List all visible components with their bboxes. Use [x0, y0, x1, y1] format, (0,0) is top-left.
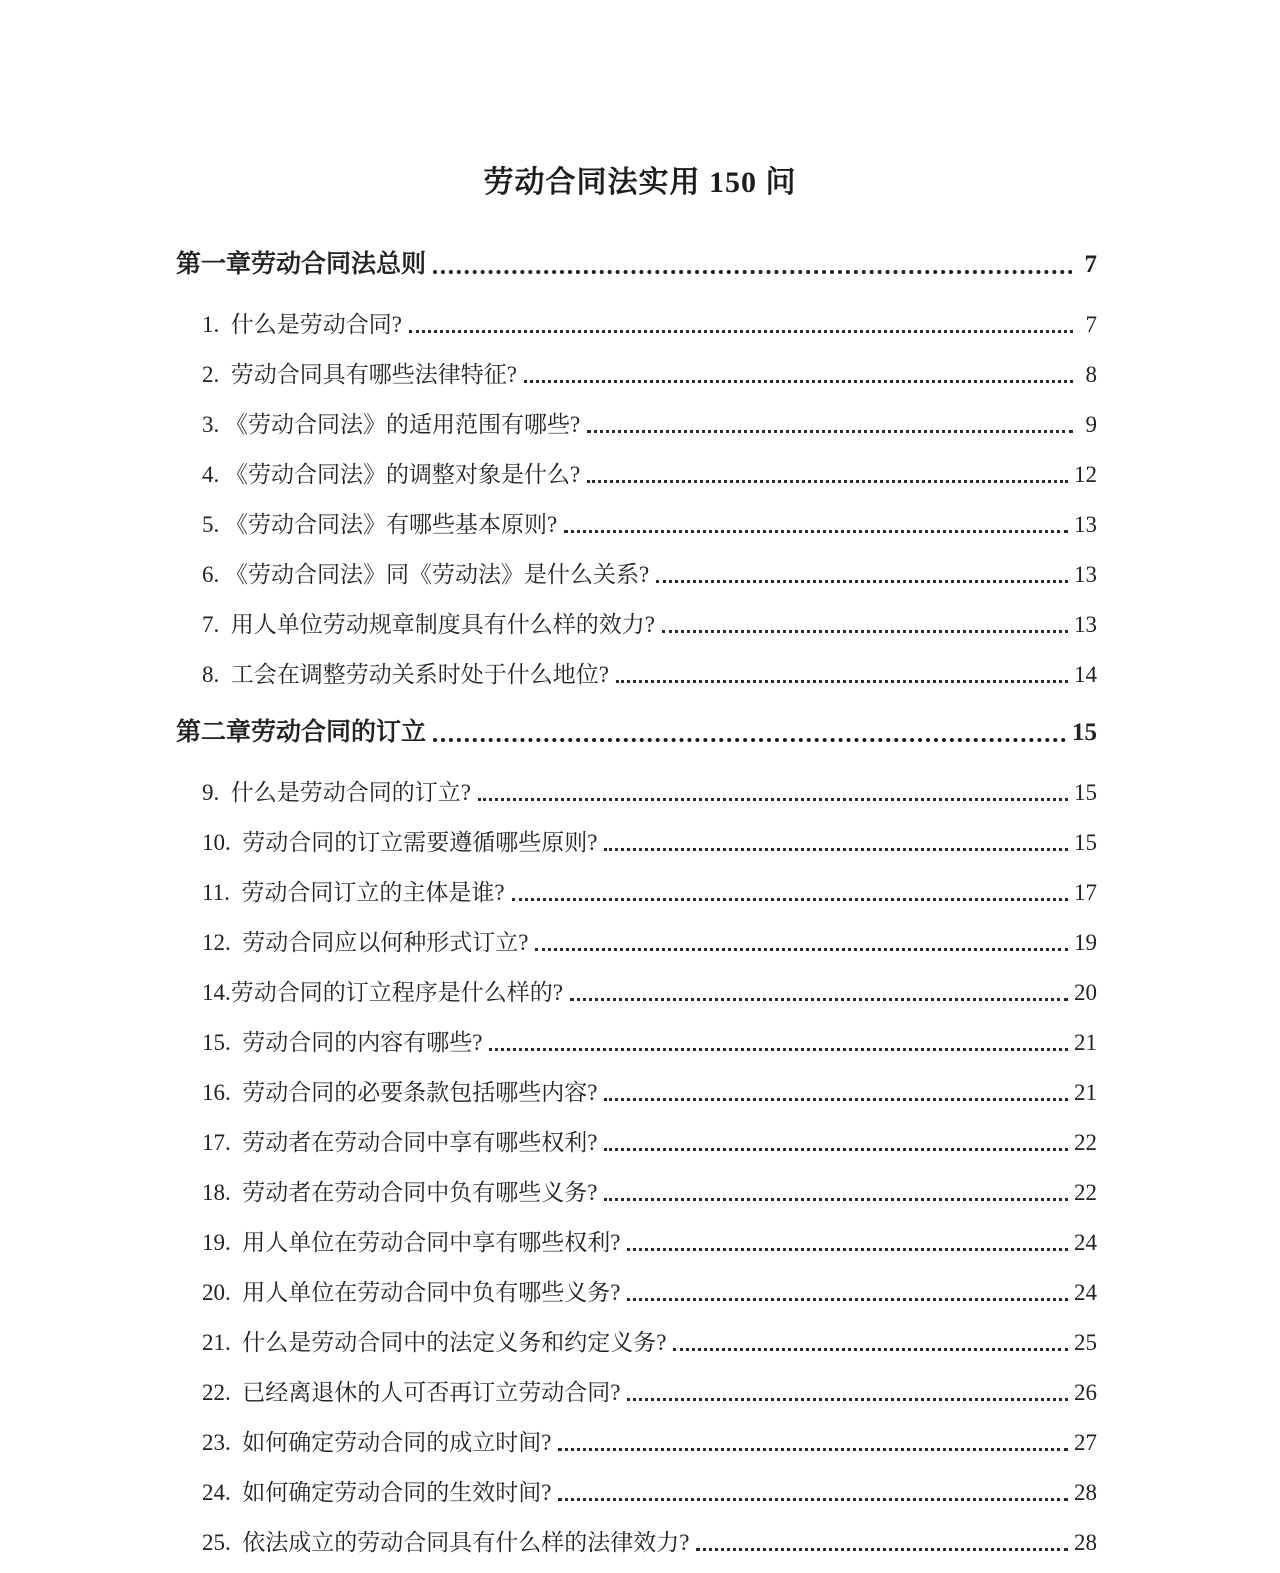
toc-entry-page-number: 27 — [1074, 1430, 1097, 1456]
toc-item-entry — [176, 1008, 1097, 1058]
table-of-contents — [0, 240, 1280, 1558]
dot-leader — [696, 1548, 1068, 1551]
toc-entry-page-number: 24 — [1074, 1230, 1097, 1256]
toc-chapter-entry — [176, 240, 1097, 280]
dot-leader — [478, 798, 1068, 801]
toc-entry-label: 20. 用人单位在劳动合同中负有哪些义务? — [202, 1280, 621, 1306]
dot-leader — [512, 898, 1068, 901]
toc-item-entry — [176, 1108, 1097, 1158]
toc-entry-page-number: 15 — [1074, 830, 1097, 856]
dot-leader — [433, 738, 1066, 742]
toc-entry-label: 19. 用人单位在劳动合同中享有哪些权利? — [202, 1230, 621, 1256]
dot-leader — [564, 530, 1068, 533]
toc-entry-label: 4. 《劳动合同法》的调整对象是什么? — [202, 462, 581, 488]
toc-item-entry — [176, 1208, 1097, 1258]
toc-entry-label: 24. 如何确定劳动合同的生效时间? — [202, 1480, 552, 1506]
toc-entry-page-number: 22 — [1074, 1130, 1097, 1156]
toc-entry-page-number: 15 — [1074, 780, 1097, 806]
toc-item-entry — [176, 1258, 1097, 1308]
toc-entry-label: 9. 什么是劳动合同的订立? — [202, 780, 471, 806]
dot-leader — [433, 270, 1073, 274]
toc-entry-page-number: 7 — [1085, 312, 1097, 338]
dot-leader — [558, 1498, 1068, 1501]
toc-entry-page-number: 7 — [1084, 250, 1097, 278]
toc-entry-page-number: 28 — [1074, 1480, 1097, 1506]
dot-leader — [587, 430, 1073, 433]
dot-leader — [656, 580, 1068, 583]
toc-item-entry — [176, 958, 1097, 1008]
toc-entry-page-number: 22 — [1074, 1180, 1097, 1206]
dot-leader — [409, 330, 1073, 333]
dot-leader — [662, 630, 1068, 633]
toc-entry-page-number: 14 — [1074, 662, 1097, 688]
toc-entry-page-number: 12 — [1074, 462, 1097, 488]
page-title: 劳动合同法实用 150 问 — [483, 166, 797, 199]
toc-entry-label: 5. 《劳动合同法》有哪些基本原则? — [202, 512, 558, 538]
toc-entry-label: 21. 什么是劳动合同中的法定义务和约定义务? — [202, 1330, 667, 1356]
toc-item-entry — [176, 390, 1097, 440]
toc-item-entry — [176, 490, 1097, 540]
toc-entry-label: 3. 《劳动合同法》的适用范围有哪些? — [202, 412, 581, 438]
toc-item-entry — [176, 1458, 1097, 1508]
toc-entry-label: 23. 如何确定劳动合同的成立时间? — [202, 1430, 552, 1456]
toc-entry-page-number: 8 — [1085, 362, 1097, 388]
toc-item-entry — [176, 640, 1097, 690]
toc-item-entry — [176, 540, 1097, 590]
toc-entry-label: 15. 劳动合同的内容有哪些? — [202, 1030, 483, 1056]
toc-item-entry — [176, 808, 1097, 858]
toc-entry-label: 6. 《劳动合同法》同《劳动法》是什么关系? — [202, 562, 650, 588]
toc-entry-label: 18. 劳动者在劳动合同中负有哪些义务? — [202, 1180, 598, 1206]
toc-item-entry — [176, 1158, 1097, 1208]
toc-entry-label: 第二章劳动合同的订立 — [176, 718, 427, 746]
dot-leader — [627, 1398, 1068, 1401]
toc-item-entry — [176, 440, 1097, 490]
toc-entry-page-number: 17 — [1074, 880, 1097, 906]
toc-item-entry — [176, 858, 1097, 908]
toc-entry-label: 17. 劳动者在劳动合同中享有哪些权利? — [202, 1130, 598, 1156]
toc-chapter-entry — [176, 708, 1097, 748]
dot-leader — [616, 680, 1068, 683]
dot-leader — [489, 1048, 1068, 1051]
toc-item-entry — [176, 1408, 1097, 1458]
dot-leader — [570, 998, 1068, 1001]
toc-entry-label: 25. 依法成立的劳动合同具有什么样的法律效力? — [202, 1530, 690, 1556]
toc-entry-label: 7. 用人单位劳动规章制度具有什么样的效力? — [202, 612, 655, 638]
toc-entry-label: 10. 劳动合同的订立需要遵循哪些原则? — [202, 830, 598, 856]
toc-item-entry — [176, 1308, 1097, 1358]
toc-item-entry — [176, 1508, 1097, 1558]
toc-entry-page-number: 20 — [1074, 980, 1097, 1006]
toc-entry-page-number: 9 — [1085, 412, 1097, 438]
toc-item-entry — [176, 758, 1097, 808]
dot-leader — [673, 1348, 1068, 1351]
toc-item-entry — [176, 1358, 1097, 1408]
dot-leader — [604, 1098, 1068, 1101]
toc-entry-page-number: 28 — [1074, 1530, 1097, 1556]
toc-item-entry — [176, 290, 1097, 340]
toc-entry-page-number: 21 — [1074, 1030, 1097, 1056]
dot-leader — [604, 848, 1068, 851]
toc-entry-page-number: 13 — [1074, 512, 1097, 538]
toc-entry-page-number: 19 — [1074, 930, 1097, 956]
toc-item-entry — [176, 908, 1097, 958]
dot-leader — [627, 1298, 1068, 1301]
toc-entry-page-number: 25 — [1074, 1330, 1097, 1356]
toc-entry-page-number: 24 — [1074, 1280, 1097, 1306]
toc-entry-label: 22. 已经离退休的人可否再订立劳动合同? — [202, 1380, 621, 1406]
toc-entry-page-number: 15 — [1072, 718, 1097, 746]
toc-entry-label: 11. 劳动合同订立的主体是谁? — [202, 880, 505, 906]
dot-leader — [524, 380, 1073, 383]
dot-leader — [627, 1248, 1068, 1251]
dot-leader — [587, 480, 1068, 483]
toc-item-entry — [176, 1058, 1097, 1108]
dot-leader — [535, 948, 1068, 951]
toc-entry-label: 14.劳动合同的订立程序是什么样的? — [202, 980, 563, 1006]
toc-entry-page-number: 21 — [1074, 1080, 1097, 1106]
dot-leader — [604, 1198, 1068, 1201]
toc-entry-label: 12. 劳动合同应以何种形式订立? — [202, 930, 529, 956]
toc-entry-label: 16. 劳动合同的必要条款包括哪些内容? — [202, 1080, 598, 1106]
dot-leader — [604, 1148, 1068, 1151]
toc-entry-label: 1. 什么是劳动合同? — [202, 312, 402, 338]
toc-entry-page-number: 13 — [1074, 612, 1097, 638]
toc-entry-label: 2. 劳动合同具有哪些法律特征? — [202, 362, 517, 388]
dot-leader — [558, 1448, 1068, 1451]
toc-entry-page-number: 13 — [1074, 562, 1097, 588]
toc-item-entry — [176, 340, 1097, 390]
toc-entry-page-number: 26 — [1074, 1380, 1097, 1406]
toc-item-entry — [176, 590, 1097, 640]
toc-entry-label: 8. 工会在调整劳动关系时处于什么地位? — [202, 662, 609, 688]
toc-entry-label: 第一章劳动合同法总则 — [176, 250, 427, 278]
